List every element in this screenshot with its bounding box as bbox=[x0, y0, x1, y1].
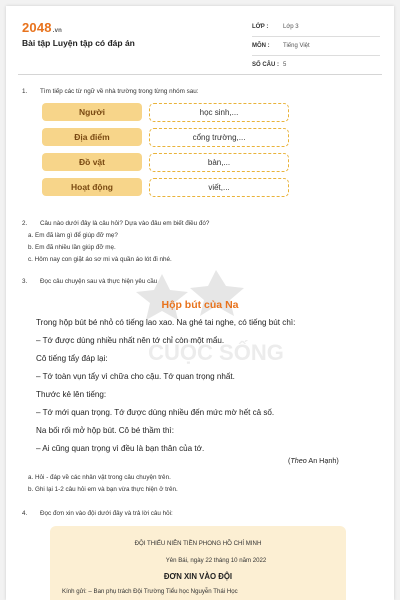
meta-key: MÔN : bbox=[252, 43, 270, 49]
answer-box-people[interactable]: học sinh,... bbox=[149, 103, 289, 122]
letter-title: ĐƠN XIN VÀO ĐỘI bbox=[163, 572, 233, 581]
question-4 bbox=[22, 510, 173, 517]
category-places: Địa điểm bbox=[42, 128, 142, 146]
story-title: Hộp bút của Na bbox=[161, 299, 239, 311]
option-b: b. Em đã nhiều lần giúp đỡ mẹ. bbox=[28, 244, 116, 251]
category-objects: Đồ vật bbox=[42, 153, 142, 171]
meta-key: LỚP : bbox=[252, 24, 269, 30]
logo-suffix: .vn bbox=[52, 28, 63, 34]
story-line: Cô tiếng tẩy đáp lại: bbox=[36, 354, 108, 363]
watermark-text: CUỘC SỐNG bbox=[148, 340, 284, 365]
letter-place-date: Yên Bái, ngày 22 tháng 10 năm 2022 bbox=[165, 557, 267, 564]
task-b: b. Ghi lại 1-2 câu hỏi em và bạn vừa thực hiện ở trên. bbox=[28, 486, 178, 493]
question-1 bbox=[22, 88, 199, 95]
question-text: Đọc đơn xin vào đội dưới đây và trả lời câu hỏi: bbox=[40, 510, 173, 517]
story-line: Na bối rối mở hộp bút. Cô bé thầm thì: bbox=[36, 426, 175, 435]
story-line: – Ai cũng quan trọng vì đều là bạn thân của tớ. bbox=[36, 444, 205, 453]
answer-box-objects[interactable]: bàn,... bbox=[149, 153, 289, 172]
meta-row-class bbox=[252, 18, 380, 37]
site-logo[interactable] bbox=[22, 20, 62, 35]
story-line: – Tớ được dùng nhiều nhất nên tớ chỉ còn một mẩu. bbox=[36, 336, 225, 345]
story-line: Trong hộp bút bé nhỏ có tiếng lao xao. Na ghé tai nghe, có tiếng bút chì: bbox=[36, 318, 296, 327]
story-credit bbox=[288, 456, 339, 465]
answer-box-activities[interactable]: viết,... bbox=[149, 178, 289, 197]
question-3 bbox=[22, 278, 157, 285]
credit-author: An Hạnh) bbox=[306, 456, 339, 465]
letter-recipient: Kính gửi: – Ban phụ trách Đội Trường Tiểu học Nguyễn Thái Học bbox=[62, 588, 238, 595]
meta-value: Tiếng Việt bbox=[283, 43, 310, 49]
category-activities: Hoạt động bbox=[42, 178, 142, 196]
task-a: a. Hỏi - đáp về các nhân vật trong câu chuyện trên. bbox=[28, 474, 171, 481]
story-line: – Tớ toàn vụn tẩy vì chữa cho cậu. Tớ quan trọng nhất. bbox=[36, 372, 235, 381]
logo-main: 2048 bbox=[22, 20, 52, 35]
meta-row-subject bbox=[252, 37, 380, 56]
header-divider bbox=[18, 74, 382, 75]
question-number: 1. bbox=[22, 88, 28, 95]
meta-row-count bbox=[252, 56, 380, 75]
question-text: Đọc câu chuyện sau và thực hiện yêu cầu bbox=[40, 278, 158, 285]
application-letter bbox=[50, 526, 346, 600]
category-people: Người bbox=[42, 103, 142, 121]
worksheet-title: Bài tập Luyện tập có đáp án bbox=[22, 38, 135, 48]
credit-prefix: ( bbox=[288, 456, 291, 465]
worksheet-meta bbox=[252, 18, 380, 75]
question-number: 2. bbox=[22, 220, 28, 227]
question-text: Tìm tiếp các từ ngữ về nhà trường trong từng nhóm sau: bbox=[40, 88, 199, 95]
credit-theo: Theo bbox=[290, 456, 307, 465]
answer-box-places[interactable]: cổng trường,... bbox=[149, 128, 289, 147]
question-number: 3. bbox=[22, 278, 28, 285]
option-c: c. Hôm nay con giặt áo sơ mi và quần áo lót đi nhé. bbox=[28, 256, 172, 263]
worksheet-page bbox=[6, 6, 394, 600]
question-number: 4. bbox=[22, 510, 28, 517]
question-text: Câu nào dưới đây là câu hỏi? Dựa vào đâu em biết điều đó? bbox=[40, 220, 210, 227]
question-2 bbox=[22, 220, 209, 227]
story-line: Thước kẻ lên tiếng: bbox=[36, 390, 107, 399]
meta-value: 5 bbox=[283, 62, 287, 68]
meta-key: SỐ CÂU : bbox=[252, 62, 279, 68]
option-a: a. Em đã làm gì để giúp đỡ mẹ? bbox=[28, 232, 118, 239]
meta-value: Lớp 3 bbox=[283, 24, 299, 30]
story-line: – Tớ mới quan trọng. Tớ được dùng nhiều đến mức mờ hết cả số. bbox=[36, 408, 275, 417]
letter-organization: ĐỘI THIẾU NIÊN TIỀN PHONG HỒ CHÍ MINH bbox=[134, 540, 262, 547]
